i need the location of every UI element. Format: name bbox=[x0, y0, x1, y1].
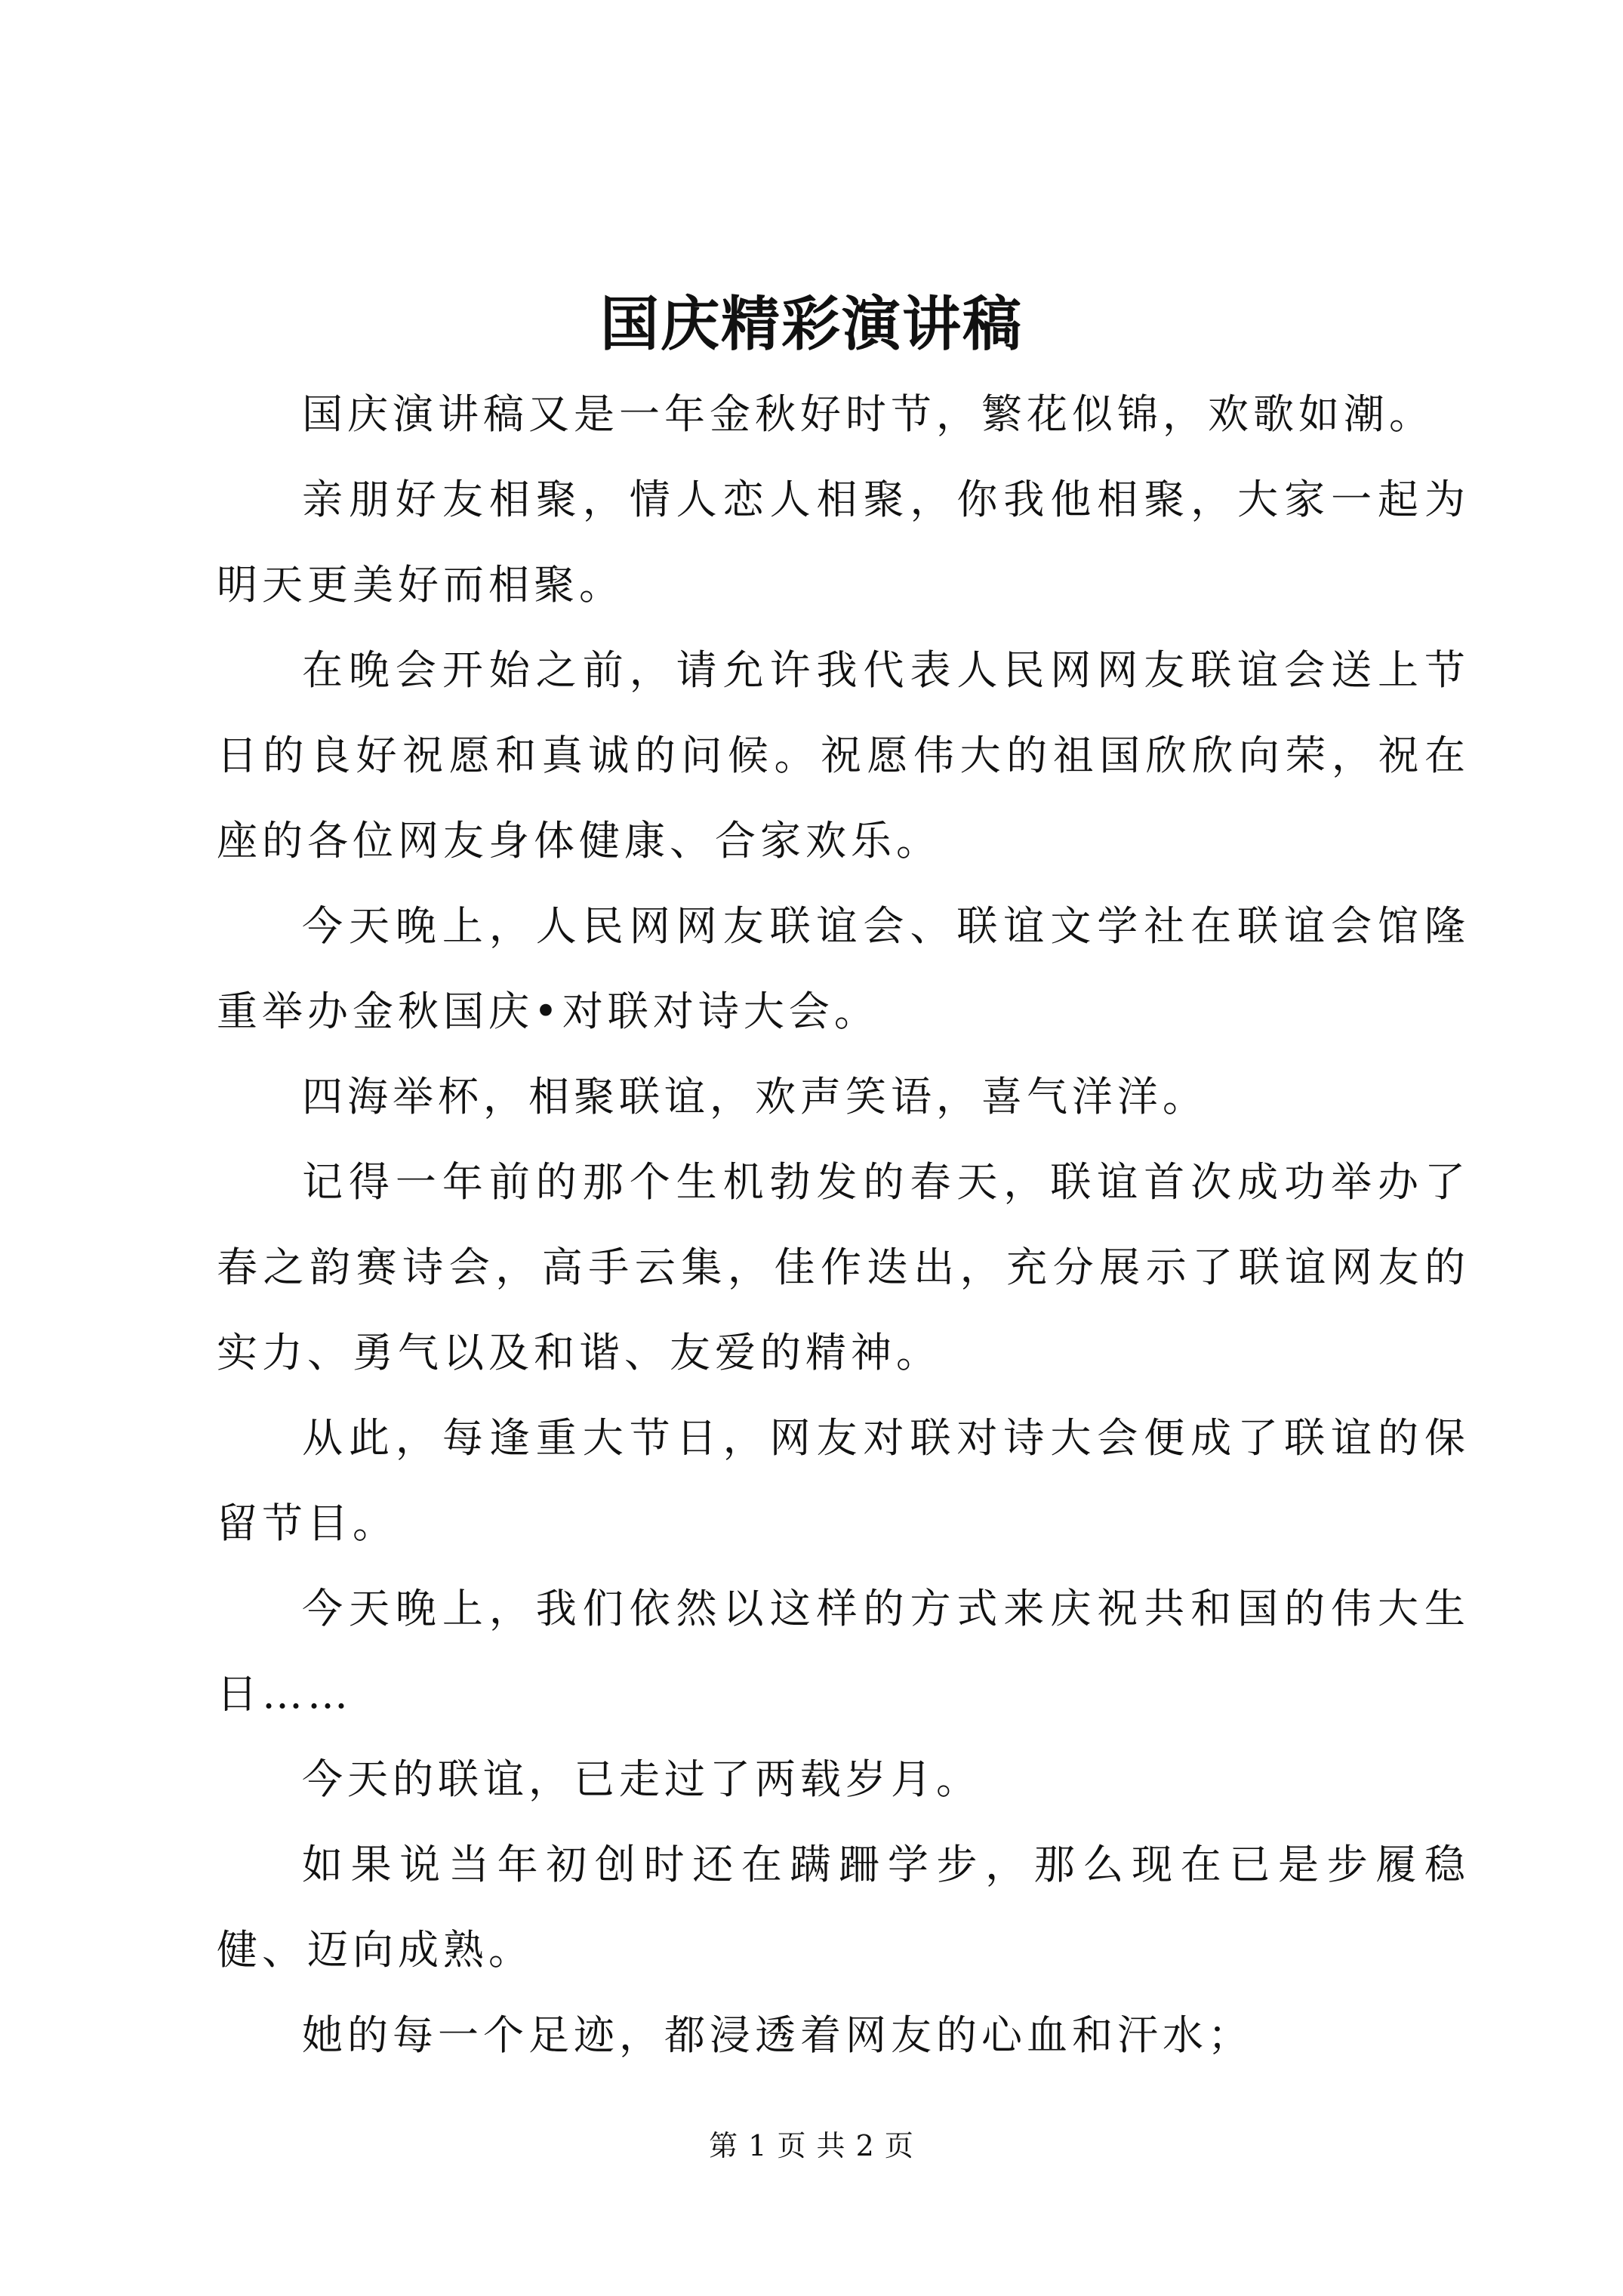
paragraph: 亲朋好友相聚，情人恋人相聚，你我他相聚，大家一起为明天更美好而相聚。 bbox=[217, 476, 1470, 609]
paragraph: 四海举杯，相聚联谊，欢声笑语，喜气洋洋。 bbox=[302, 1073, 1208, 1120]
paragraph: 今天晚上，人民网网友联谊会、联谊文学社在联谊会馆隆重举办金秋国庆•对联对诗大会。 bbox=[217, 902, 1470, 1035]
paragraph: 今天的联谊，已走过了两载岁月。 bbox=[302, 1755, 981, 1803]
paragraph: 今天晚上，我们依然以这样的方式来庆祝共和国的伟大生日…… bbox=[217, 1585, 1470, 1718]
document-title: 国庆精彩演讲稿 bbox=[599, 290, 1023, 359]
paragraph: 她的每一个足迹，都浸透着网友的心血和汗水； bbox=[302, 2011, 1253, 2059]
page-number-footer: 第 1 页 共 2 页 bbox=[709, 2129, 914, 2162]
paragraph: 记得一年前的那个生机勃发的春天，联谊首次成功举办了春之韵赛诗会，高手云集，佳作迭出，充分展示了联谊网友的实力、勇气以及和谐、友爱的精神。 bbox=[217, 1158, 1470, 1376]
document-body bbox=[217, 371, 1470, 2078]
paragraph: 从此，每逢重大节日，网友对联对诗大会便成了联谊的保留节目。 bbox=[217, 1414, 1470, 1547]
paragraph: 在晚会开始之前，请允许我代表人民网网友联谊会送上节日的良好祝愿和真诚的问候。祝愿伟大的祖国欣欣向荣，祝在座的各位网友身体健康、合家欢乐。 bbox=[217, 646, 1470, 864]
paragraph: 如果说当年初创时还在蹒跚学步，那么现在已是步履稳健、迈向成熟。 bbox=[217, 1841, 1470, 1974]
paragraph: 国庆演讲稿又是一年金秋好时节，繁花似锦，欢歌如潮。 bbox=[302, 390, 1434, 438]
